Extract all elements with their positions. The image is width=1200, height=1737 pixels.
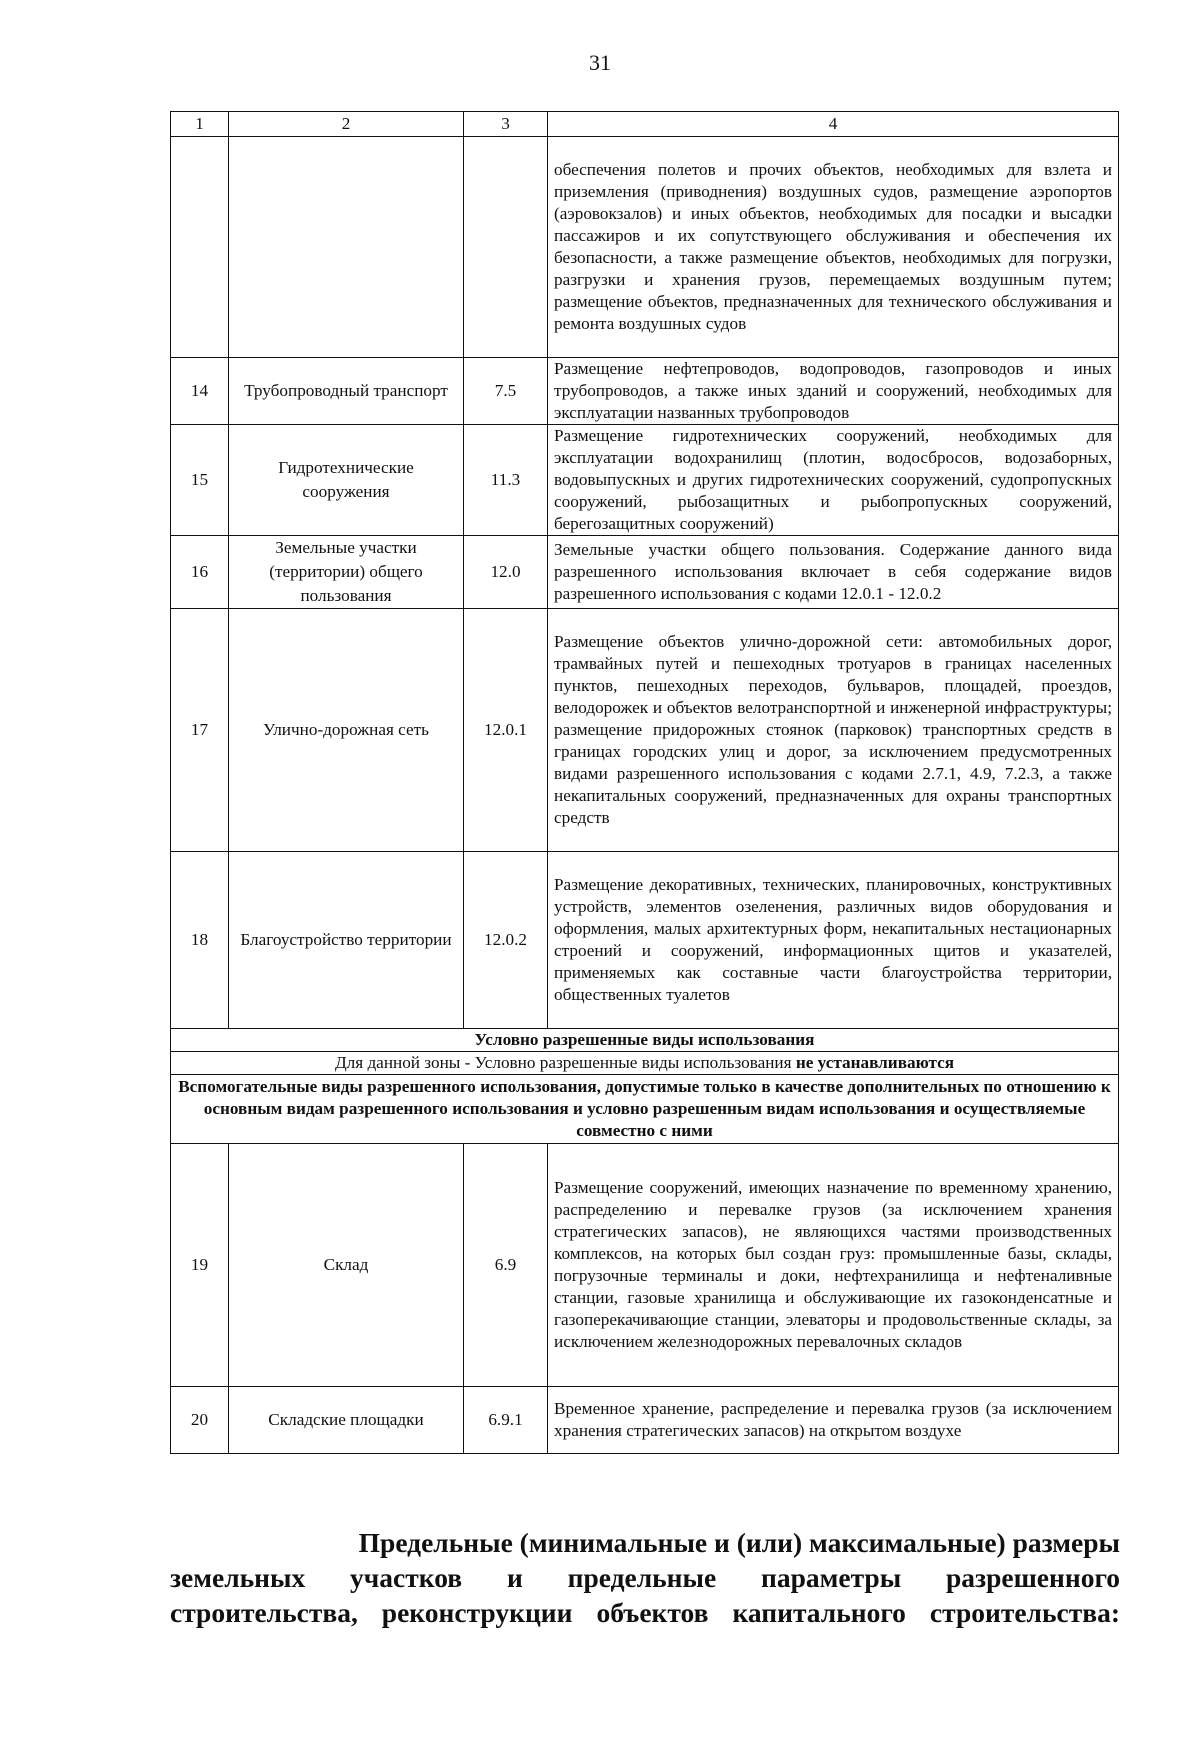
row-description: Размещение декоративных, технических, планировочных, конструктивных устройств, элементов озеленения, различных видов оборудования и оформления, малых архитектурных форм, некапитальных нестационарных строений и сооружений, информационных щитов и указателей, применяемых как составные части благоустройства территории, общественных туалетов (548, 852, 1119, 1029)
row-name: Улично-дорожная сеть (229, 609, 464, 852)
row-name: Складские площадки (229, 1387, 464, 1454)
page-number: 31 (589, 50, 611, 75)
table-row (171, 536, 1119, 609)
row-name-cell (229, 137, 464, 358)
section-row-auxiliary (171, 1075, 1119, 1144)
row-name: Склад (229, 1144, 464, 1387)
row-description: Размещение гидротехнических сооружений, необходимых для эксплуатации водохранилищ (плотин, водосбросов, водозаборных, водовыпускных и других гидротехнических сооружений, судопропускных сооружений, рыбозащитных и рыбопропускных сооружений, берегозащитных сооружений) (548, 425, 1119, 536)
row-code: 11.3 (464, 425, 548, 536)
row-number: 20 (171, 1387, 229, 1454)
header-col-3: 3 (464, 112, 548, 137)
section-heading-line: Предельные (минимальные и (или) максимальные) размеры (358, 1527, 1120, 1558)
row-number-cell (171, 137, 229, 358)
row-name: Трубопроводный транспорт (229, 358, 464, 425)
land-use-table (170, 111, 1119, 1454)
row-description: Временное хранение, распределение и перевалка грузов (за исключением хранения стратегических запасов) на открытом воздухе (548, 1387, 1119, 1454)
row-description: Размещение объектов улично-дорожной сети: автомобильных дорог, трамвайных путей и пешеходных тротуаров в границах населенных пунктов, пешеходных переходов, бульваров, площадей, проездов, велодорожек и объектов велотранспортной и инженерной инфраструктуры; размещение придорожных стоянок (парковок) транспортных средств в границах городских улиц и дорог, за исключением предусмотренных видами разрешенного использования с кодами 2.7.1, 4.9, 7.2.3, а также некапитальных сооружений, предназначенных для охраны транспортных средств (548, 609, 1119, 852)
row-number: 14 (171, 358, 229, 425)
row-code: 12.0 (464, 536, 548, 609)
section-title-auxiliary: Вспомогательные виды разрешенного использования, допустимые только в качестве дополнительных по отношению к основным видам разрешенного использования и условно разрешенным видам использования и осуществляемые совместно с ними (171, 1075, 1119, 1144)
note-row-conditional (171, 1052, 1119, 1075)
table-row (171, 1144, 1119, 1387)
row-number: 15 (171, 425, 229, 536)
table-row (171, 425, 1119, 536)
row-name: Благоустройство территории (229, 852, 464, 1029)
row-number: 19 (171, 1144, 229, 1387)
table-row (171, 852, 1119, 1029)
row-code-cell (464, 137, 548, 358)
table-row (171, 1387, 1119, 1454)
header-col-2: 2 (229, 112, 464, 137)
table-row (171, 609, 1119, 852)
row-code: 12.0.1 (464, 609, 548, 852)
table-row (171, 358, 1119, 425)
row-number: 17 (171, 609, 229, 852)
row-code: 7.5 (464, 358, 548, 425)
row-number: 16 (171, 536, 229, 609)
row-name: Гидротехнические сооружения (229, 425, 464, 536)
conditional-note-emphasis: не устанавливаются (795, 1053, 955, 1072)
conditional-note-text: Для данной зоны - Условно разрешенные виды использования (334, 1053, 796, 1072)
section-title-conditional: Условно разрешенные виды использования (171, 1029, 1119, 1052)
row-number: 18 (171, 852, 229, 1029)
row-description: Размещение нефтепроводов, водопроводов, газопроводов и иных трубопроводов, а также иных зданий и сооружений, необходимых для эксплуатации названных трубопроводов (548, 358, 1119, 425)
table-row-continuation (171, 137, 1119, 358)
section-row-conditional (171, 1029, 1119, 1052)
row-code: 12.0.2 (464, 852, 548, 1029)
row-description: Размещение сооружений, имеющих назначение по временному хранению, распределению и перевалке грузов (за исключением хранения стратегических запасов), не являющихся частями производственных комплексов, на которых был создан груз: промышленные базы, склады, погрузочные терминалы и доки, нефтехранилища и нефтеналивные станции, газовые хранилища и обслуживающие их газоконденсатные и газоперекачивающие станции, элеваторы и продовольственные склады, за исключением железнодорожных перевалочных складов (548, 1144, 1119, 1387)
row-code: 6.9 (464, 1144, 548, 1387)
table-header-row (171, 112, 1119, 137)
row-name: Земельные участки (территории) общего пользования (229, 536, 464, 609)
row-code: 6.9.1 (464, 1387, 548, 1454)
section-heading-line: строительства, реконструкции объектов капитального строительства: (170, 1597, 1120, 1628)
section-heading-line: земельных участков и предельные параметры разрешенного (170, 1562, 1120, 1593)
row-description: обеспечения полетов и прочих объектов, необходимых для взлета и приземления (приводнения) воздушных судов, размещение аэропортов (аэровокзалов) и иных объектов, необходимых для посадки и высадки пассажиров и их сопутствующего обслуживания и обеспечения их безопасности, а также размещение объектов, необходимых для погрузки, разгрузки и хранения грузов, перемещаемых воздушным путем; размещение объектов, предназначенных для технического обслуживания и ремонта воздушных судов (548, 137, 1119, 358)
row-description: Земельные участки общего пользования. Содержание данного вида разрешенного использования включает в себя содержание видов разрешенного использования с кодами 12.0.1 - 12.0.2 (548, 536, 1119, 609)
section-heading (170, 1525, 1120, 1630)
conditional-note (171, 1052, 1119, 1075)
header-col-1: 1 (171, 112, 229, 137)
header-col-4: 4 (548, 112, 1119, 137)
